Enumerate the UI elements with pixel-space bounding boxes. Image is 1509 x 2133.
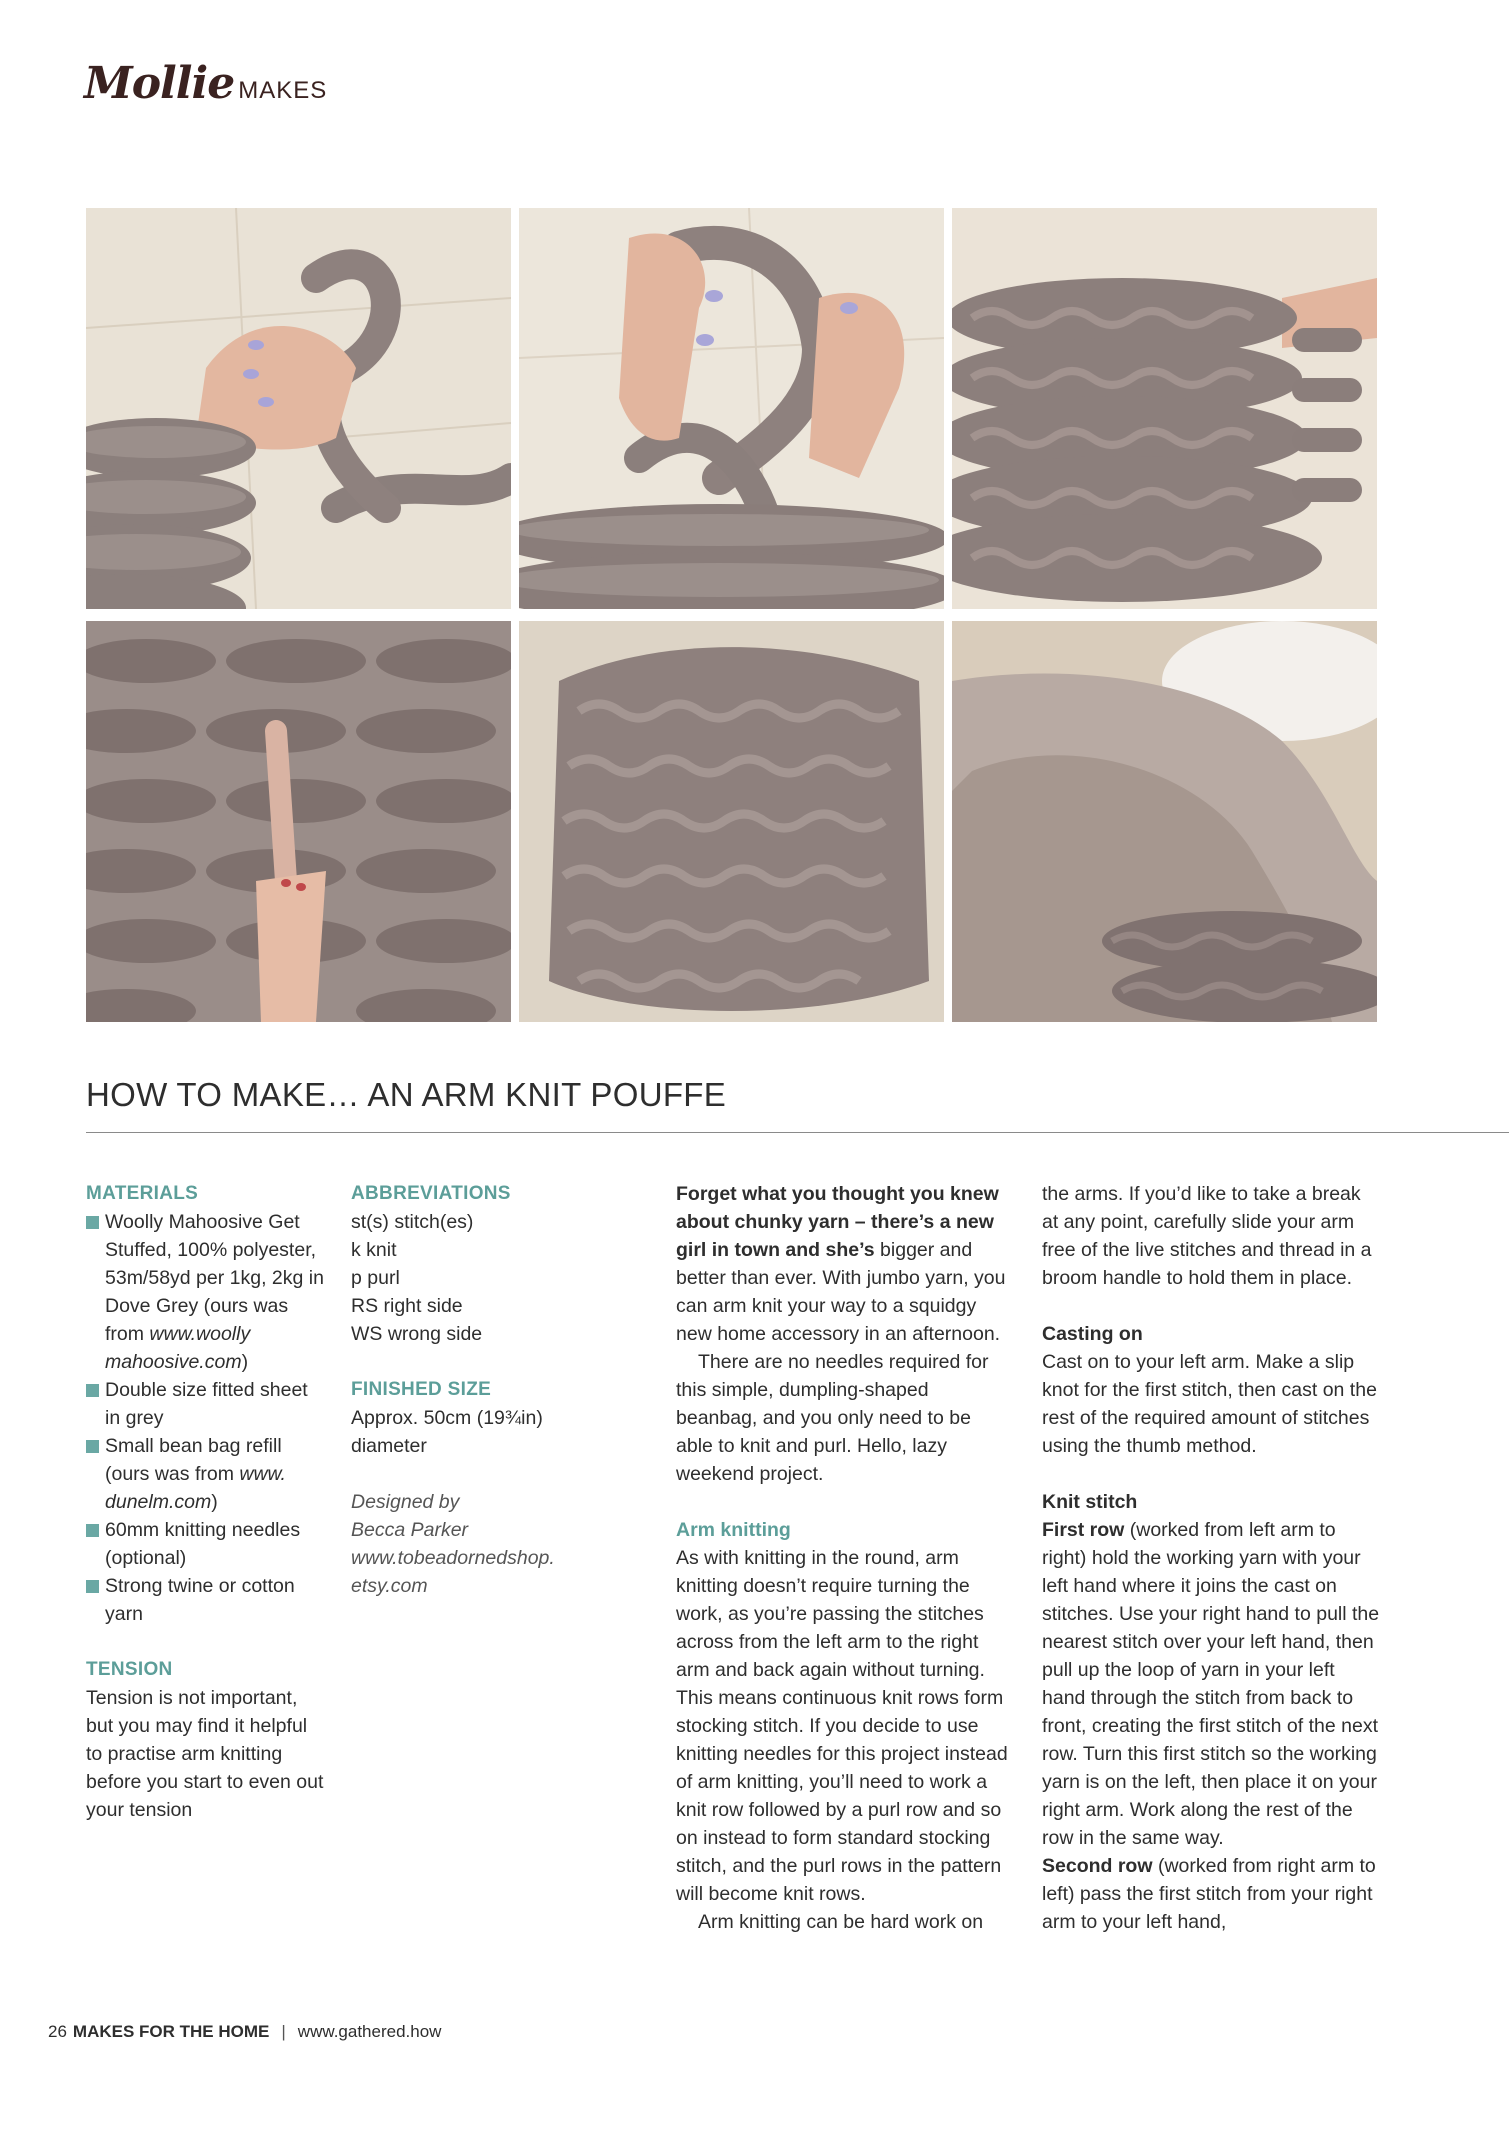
arm-knitting-text-2: Arm knitting can be hard work on [698,1911,984,1933]
photo-grid [86,208,1381,1024]
bullet-square-icon [86,1580,99,1593]
materials-item-text: 60mm knitting needles (optional) [105,1519,301,1569]
bullet-square-icon [86,1440,99,1453]
intro-rest: bigger and better than ever. With jumbo yarn, you can arm knit your way to a squidgy new home accessory in an afternoon. [676,1239,1006,1345]
materials-item-text: Strong twine or cotton yarn [105,1575,295,1625]
abbreviations-heading: ABBREVIATIONS [351,1183,511,1204]
intro-paragraph-2: There are no needles required for this simple, dumpling-shaped beanbag, and you only need to be able to knit and purl. Hello, lazy weekend project. [676,1351,989,1485]
finished-size-heading: FINISHED SIZE [351,1379,492,1400]
continued-text: the arms. If you’d like to take a break at any point, carefully slide your arm free of the live stitches and thread in a broom handle to hold them in place. [1042,1183,1372,1289]
column-intro [676,1180,1010,1936]
abbreviation-item: k knit [351,1239,397,1261]
materials-item [86,1572,326,1628]
column-abbreviations [351,1180,591,1600]
photo-step-4 [86,621,511,1022]
bullet-square-icon [86,1384,99,1397]
designer-label: Designed by [351,1491,460,1513]
abbreviation-item: p purl [351,1267,400,1289]
brand-script: Mollie [84,58,235,109]
footer-separator: | [281,2022,286,2041]
column-instructions [1042,1180,1382,1936]
first-row-label: First row [1042,1519,1125,1541]
materials-item-text: Small bean bag refill (ours was from [105,1435,282,1485]
casting-on-text: Cast on to your left arm. Make a slip knot for the first stitch, then cast on the rest of the required amount of stitches using the thumb method. [1042,1351,1377,1457]
footer-url: www.gathered.how [297,2022,442,2041]
photo-step-6 [952,621,1377,1022]
materials-item-after: ) [211,1491,218,1513]
arm-knitting-heading: Arm knitting [676,1519,791,1541]
designer-url: www.tobeadornedshop. [351,1547,555,1569]
materials-item [86,1516,326,1572]
title-divider [86,1132,1509,1133]
tension-heading: TENSION [86,1659,173,1680]
arm-knitting-text: As with knitting in the round, arm knitting doesn’t require turning the work, as you’re passing the stitches across from the left arm to the right arm and back again without turning. This means continuous knit rows form stocking stitch. If you decide to use knitting needles for this project instead of arm knitting, you’ll need to work a knit row followed by a purl row and so on instead to form standard stocking stitch, and the purl rows in the pattern will become knit rows. [676,1547,1008,1905]
second-row-body: (worked from right arm to left) pass the first stitch from your right arm to your left hand, [1042,1855,1376,1933]
materials-item [86,1376,326,1432]
bullet-square-icon [86,1524,99,1537]
first-row-text [1042,1516,1382,1852]
designer-name: Becca Parker [351,1519,469,1541]
intro-lead: Forget what you thought you knew about chunky yarn – there’s a new girl in town and she’s [676,1183,999,1261]
second-row-label: Second row [1042,1855,1153,1877]
materials-item-text: Woolly Mahoosive Get Stuffed, 100% polyester, 53m/58yd per 1kg, 2kg in Dove Grey (ours was from [105,1211,324,1345]
casting-on-heading: Casting on [1042,1323,1143,1345]
page-number: 26 [48,2022,67,2041]
materials-item-after: ) [241,1351,249,1373]
second-row-text [1042,1852,1382,1936]
materials-item-link: www. dunelm.com [105,1463,286,1513]
intro-paragraph [676,1180,1010,1348]
article-title: HOW TO MAKE… AN ARM KNIT POUFFE [86,1076,727,1113]
finished-size-text: Approx. 50cm (19¾in) diameter [351,1407,543,1457]
section-name: MAKES FOR THE HOME [72,2022,270,2041]
photo-step-5 [519,621,944,1022]
photo-step-1 [86,208,511,609]
bullet-square-icon [86,1216,99,1229]
materials-item [86,1432,326,1516]
photo-step-2 [519,208,944,609]
materials-heading: MATERIALS [86,1183,199,1204]
brand-logo [84,58,327,109]
abbreviation-item: WS wrong side [351,1323,483,1345]
abbreviation-item: RS right side [351,1295,463,1317]
knit-stitch-heading: Knit stitch [1042,1491,1138,1513]
materials-item-link: www.woolly mahoosive.com [105,1323,251,1373]
column-materials [86,1180,326,1824]
designer-url-cont: etsy.com [351,1575,428,1597]
brand-word: MAKES [238,77,328,104]
abbreviation-item: st(s) stitch(es) [351,1211,474,1233]
tension-text: Tension is not important, but you may find it helpful to practise arm knitting before you start to even out your tension [86,1687,324,1821]
materials-item [86,1208,326,1376]
materials-item-text: Double size fitted sheet in grey [105,1379,308,1429]
photo-step-3 [952,208,1377,609]
page-footer [48,2022,441,2042]
first-row-body: (worked from left arm to right) hold the working yarn with your left hand where it joins the cast on stitches. Use your right hand to pull the nearest stitch over your left hand, then pull up the loop of yarn in your left hand through the stitch from back to front, creating the first stitch of the next row. Turn this first stitch so the working yarn is on the left, then place it on your right arm. Work along the rest of the row in the same way. [1042,1519,1380,1849]
